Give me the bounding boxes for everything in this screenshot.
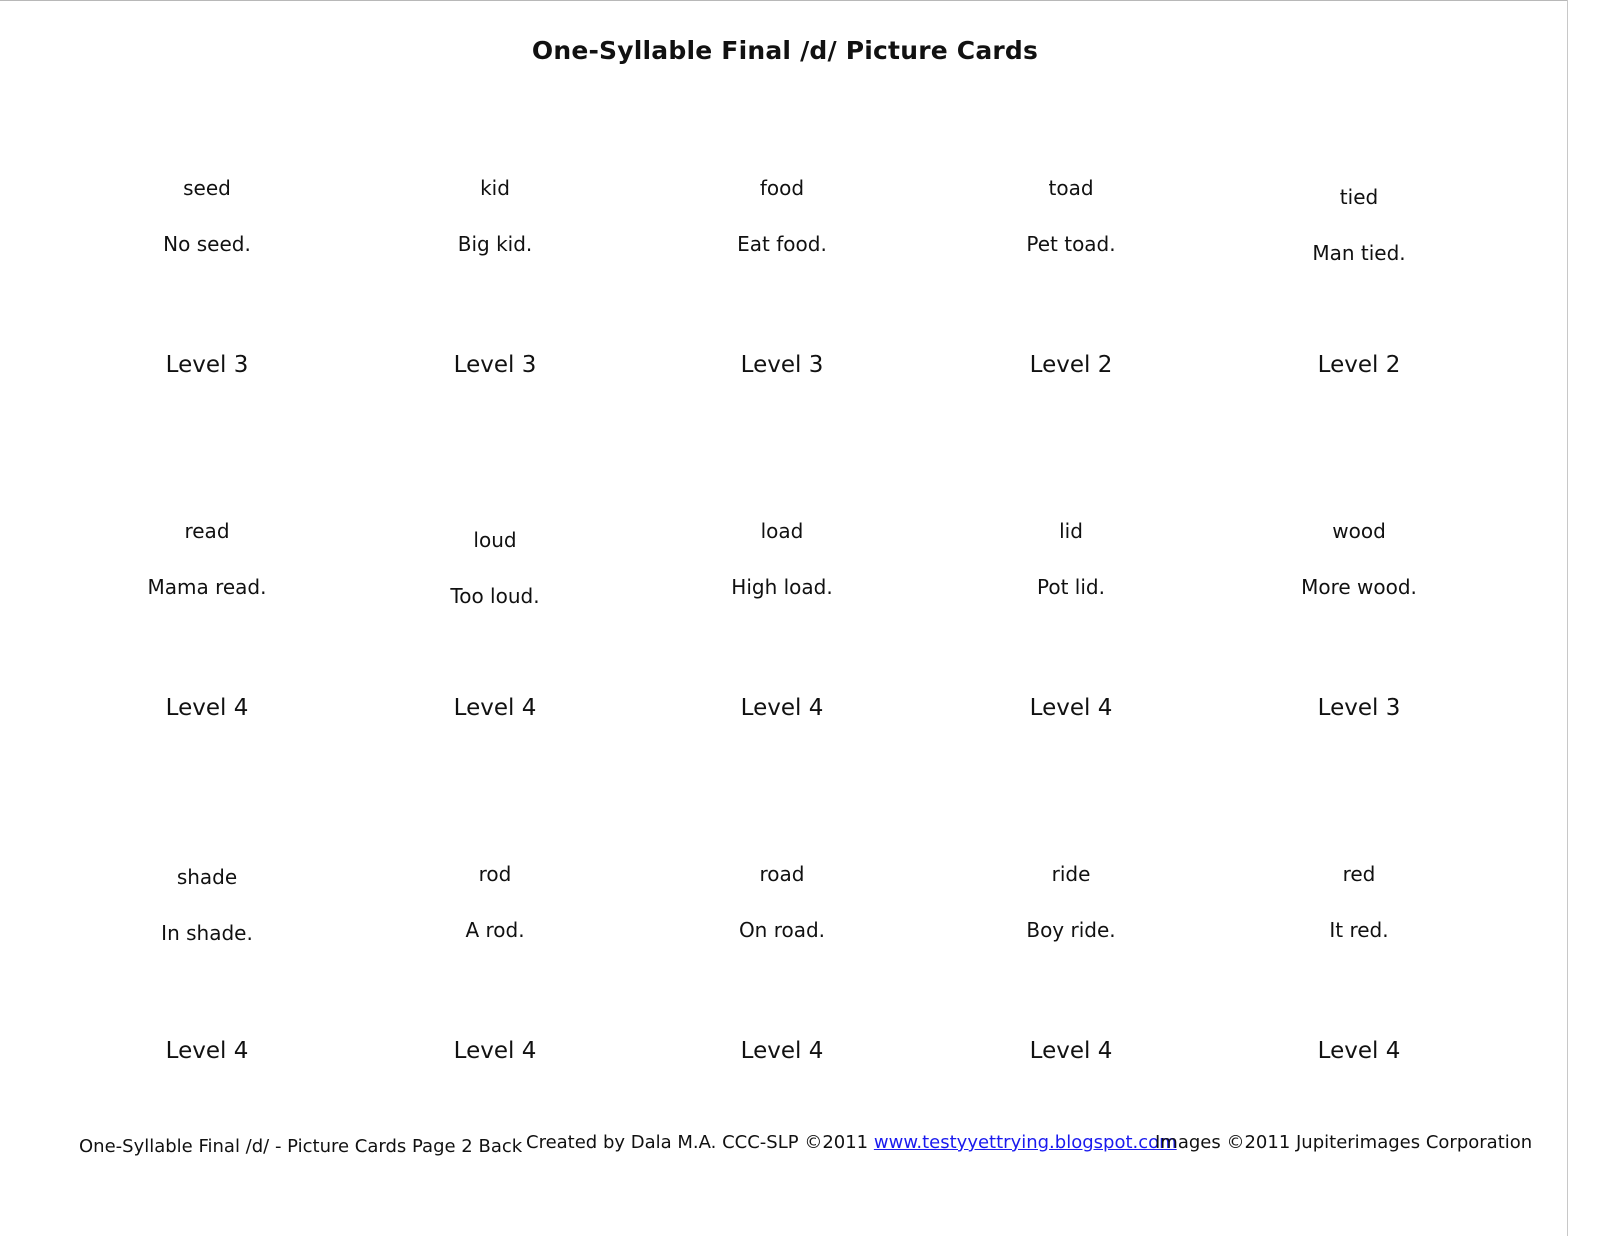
card-word: toad <box>1048 176 1094 200</box>
card-sentence: A rod. <box>465 918 525 942</box>
card-word: shade <box>176 865 238 889</box>
card-sentence: Too loud. <box>450 584 540 608</box>
card-word: lid <box>1059 519 1083 543</box>
card-word: road <box>759 862 805 886</box>
card-level: Level 3 <box>165 352 249 378</box>
card-word: rod <box>478 862 512 886</box>
card-word: load <box>760 519 804 543</box>
card-word: tied <box>1339 185 1379 209</box>
card-sentence: Boy ride. <box>1026 918 1116 942</box>
footer-credit-text: Created by Dala M.A. CCC-SLP ©2011 <box>526 1132 869 1153</box>
card-sentence: Man tied. <box>1312 241 1406 265</box>
card-level: Level 3 <box>740 352 824 378</box>
card-sentence: No seed. <box>163 232 251 256</box>
card-word: read <box>184 519 230 543</box>
page-title: One-Syllable Final /d/ Picture Cards <box>531 36 1039 65</box>
footer-images-credit: Images ©2011 Jupiterimages Corporation <box>1155 1132 1533 1153</box>
card-level: Level 4 <box>740 1038 824 1064</box>
card-sentence: Eat food. <box>737 232 827 256</box>
card-word: red <box>1342 862 1376 886</box>
card-sentence: In shade. <box>161 921 253 945</box>
card-sentence: Pot lid. <box>1037 575 1105 599</box>
card-sentence: Pet toad. <box>1026 232 1116 256</box>
card-sentence: More wood. <box>1301 575 1417 599</box>
footer-credit <box>526 1132 1177 1153</box>
right-border-line <box>1567 0 1568 1236</box>
card-level: Level 4 <box>165 695 249 721</box>
card-word: loud <box>473 528 517 552</box>
card-level: Level 2 <box>1317 352 1401 378</box>
card-sentence: On road. <box>738 918 826 942</box>
card-word: wood <box>1332 519 1386 543</box>
card-sentence: Big kid. <box>457 232 533 256</box>
footer-page-label: One-Syllable Final /d/ - Picture Cards Page 2 Back <box>79 1136 523 1157</box>
card-sentence: Mama read. <box>147 575 267 599</box>
card-level: Level 3 <box>453 352 537 378</box>
card-sentence: It red. <box>1329 918 1389 942</box>
card-word: kid <box>480 176 510 200</box>
card-level: Level 4 <box>1317 1038 1401 1064</box>
card-level: Level 3 <box>1317 695 1401 721</box>
card-level: Level 4 <box>740 695 824 721</box>
card-level: Level 4 <box>453 1038 537 1064</box>
card-word: ride <box>1051 862 1091 886</box>
card-level: Level 4 <box>1029 1038 1113 1064</box>
card-word: seed <box>183 176 231 200</box>
card-level: Level 2 <box>1029 352 1113 378</box>
footer-blog-link[interactable]: www.testyyettrying.blogspot.com <box>873 1132 1177 1153</box>
card-word: food <box>759 176 805 200</box>
card-sentence: High load. <box>731 575 833 599</box>
card-level: Level 4 <box>1029 695 1113 721</box>
top-border-line <box>0 0 1568 1</box>
card-level: Level 4 <box>453 695 537 721</box>
card-level: Level 4 <box>165 1038 249 1064</box>
